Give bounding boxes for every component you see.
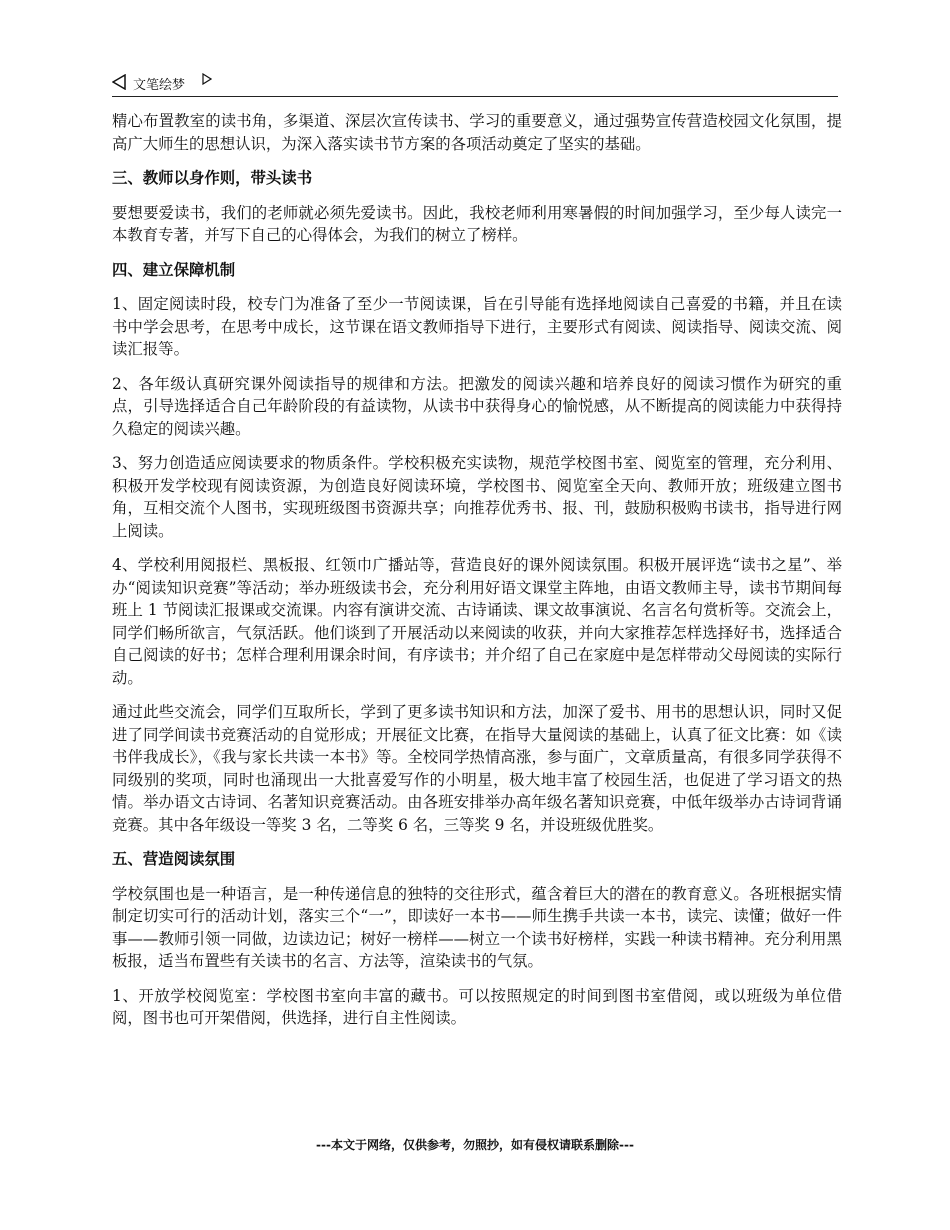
body-paragraph: 精心布置教室的读书角，多渠道、深层次宣传读书、学习的重要意义，通过强势宣传营造校园文化氛围，提高广大师生的思想认识，为深入落实读书节方案的各项活动奠定了坚实的基础。 <box>112 112 842 153</box>
section-heading: 五、营造阅读氛围 <box>112 850 236 868</box>
body-paragraph: 1、固定阅读时段，校专门为准备了至少一节阅读课，旨在引导能有选择地阅读自己喜爱的书籍，并且在读书中学会思考，在思考中成长，这节课在语文教师指导下进行，主要形式有阅读、阅读指导、阅读交流、阅读汇报等。 <box>112 295 842 358</box>
body-paragraph: 通过此些交流会，同学们互取所长，学到了更多读书知识和方法，加深了爱书、用书的思想认识，同时又促进了同学间读书竞赛活动的自觉形成；开展征文比赛，在指导大量阅读的基础上，认真了征文比赛：如《读书伴我成长》，《我与家长共读一本书》等。全校同学热情高涨，参与面广，文章质量高，有很多同学获得不同级别的奖项，同时也涌现出一大批喜爱写作的小明星，极大地丰富了校园生活，也促进了学习语文的热情。举办语文古诗词、名著知识竞赛活动。由各班安排举办高年级名著知识竞赛，中低年级举办古诗词背诵竞赛。其中各年级设一等奖 3 名，二等奖 6 名，三等奖 9 名，并设班级优胜奖。 <box>112 703 842 834</box>
triangle-left-icon <box>112 74 126 90</box>
body-paragraph: 学校氛围也是一种语言，是一种传递信息的独特的交往形式，蕴含着巨大的潜在的教育意义。各班根据实情制定切实可行的活动计划，落实三个“一”，即读好一本书——师生携手共读一本书，读完、读懂；做好一件事——教师引领一同做，边读边记；树好一榜样——树立一个读书好榜样，实践一种读书精神。充分利用黑板报，适当布置些有关读书的名言、方法等，渲染读书的气氛。 <box>112 884 842 970</box>
section-heading: 三、教师以身作则，带头读书 <box>112 169 313 187</box>
header-title: 文笔绘梦 <box>133 78 186 93</box>
body-paragraph: 4、学校利用阅报栏、黑板报、红领巾广播站等，营造良好的课外阅读氛围。积极开展评选“读书之星”、举办“阅读知识竞赛”等活动；举办班级读书会，充分利用好语文课堂主阵地，由语文教师主导，读书节期间每班上 1 节阅读汇报课或交流课。内容有演讲交流、古诗诵读、课文故事演说、名言名句赏析等。交流会上，同学们畅所欲言，气氛活跃。他们谈到了开展活动以来阅读的收获，并向大家推荐怎样选择好书，选择适合自己阅读的好书；怎样合理利用课余时间，有序读书；并介绍了自己在家庭中是怎样带动父母阅读的实际行动。 <box>112 556 842 687</box>
document-body <box>112 110 842 1042</box>
body-paragraph: 2、各年级认真研究课外阅读指导的规律和方法。把激发的阅读兴趣和培养良好的阅读习惯作为研究的重点，引导选择适合自己年龄阶段的有益读物，从读书中获得身心的愉悦感，从不断提高的阅读能力中获得持久稳定的阅读兴趣。 <box>112 374 842 438</box>
body-paragraph: 要想要爱读书，我们的老师就必须先爱读书。因此，我校老师利用寒暑假的时间加强学习，至少每人读完一本教育专著，并写下自己的心得体会，为我们的树立了榜样。 <box>112 203 842 244</box>
body-paragraph: 3、努力创造适应阅读要求的物质条件。学校积极充实读物，规范学校图书室、阅览室的管理，充分利用、积极开发学校现有阅读资源，为创造良好阅读环境，学校图书、阅览室全天向、教师开放；班级建立图书角，互相交流个人图书，实现班级图书资源共享；向推荐优秀书、报、刊，鼓励积极购书读书，指导进行网上阅读。 <box>112 454 842 540</box>
page-header <box>112 70 838 97</box>
triangle-right-icon <box>202 73 212 85</box>
footer-disclaimer: ---本文于网络，仅供参考，勿照抄，如有侵权请联系删除--- <box>316 1138 634 1152</box>
section-heading: 四、建立保障机制 <box>112 260 236 279</box>
body-paragraph: 1、开放学校阅览室：学校图书室向丰富的藏书。可以按照规定的时间到图书室借阅，或以班级为单位借阅，图书也可开架借阅，供选择，进行自主性阅读。 <box>112 986 842 1027</box>
